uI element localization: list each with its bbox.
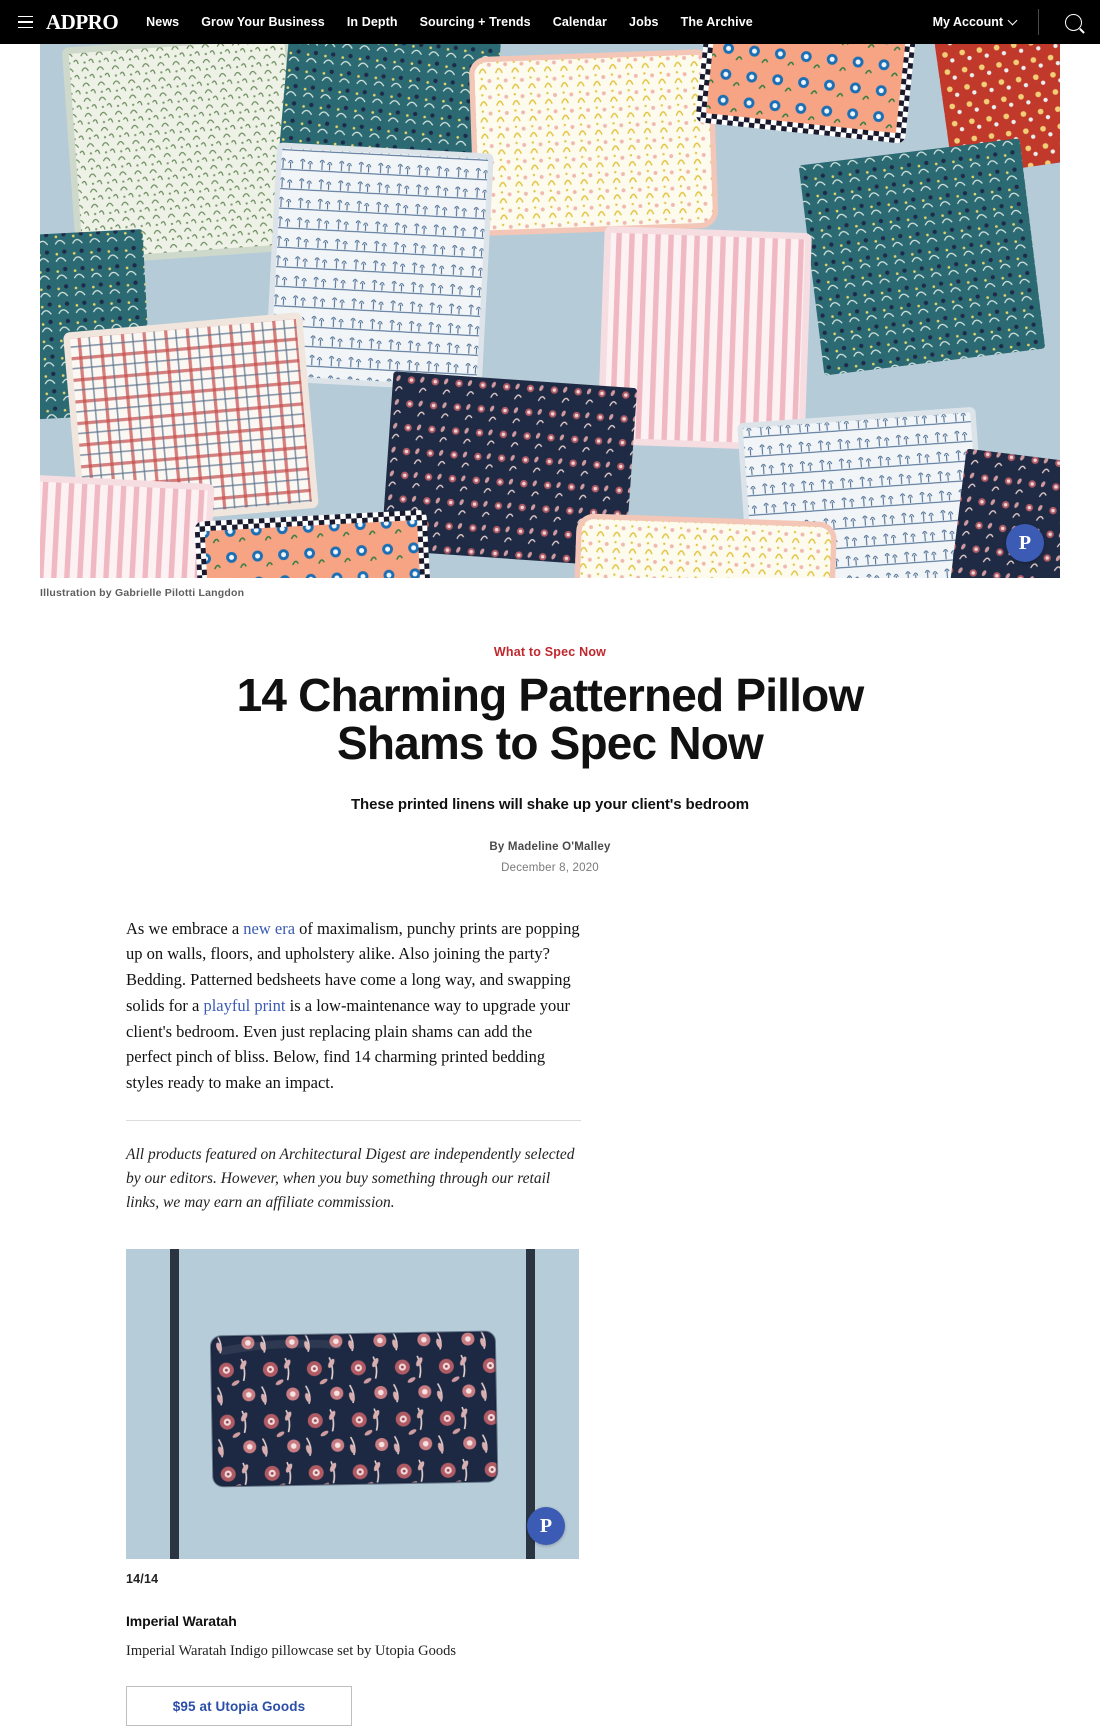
nav-item-news[interactable]: News [146,15,180,29]
chevron-down-icon [1008,15,1018,25]
primary-nav [146,15,753,29]
pinterest-save-button-product[interactable]: P [527,1507,565,1545]
nav-item-calendar[interactable]: Calendar [552,15,608,29]
affiliate-disclaimer: All products featured on Architectural Digest are independently selected by our editors. However, when you buy something through our retail links, we may earn an affiliate commission. [126,1145,575,1212]
lede-link-playful-print[interactable]: playful print [203,995,286,1015]
nav-item-in-depth[interactable]: In Depth [346,15,398,29]
brand-logo[interactable]: ADPRO [46,9,119,34]
hero-illustration [40,44,1060,578]
lede-part-2: of maximalism, punchy prints are popping up on walls, floors, and upholstery alike. Also joining the party? Bedding. Patterned bedsheets have come a long way, and swapping solids for a [126,918,580,1015]
lede-part-3: is a low-maintenance way to upgrade your client's bedroom. Even just replacing plain shams can add the perfect pinch of bliss. Below, find 14 charming printed bedding styles ready to make an impact. [126,995,571,1093]
article-body [126,916,581,1726]
page-title: 14 Charming Patterned Pillow Shams to Spec Now [236,669,864,769]
article-dek: These printed linens will shake up your client's bedroom [350,795,750,813]
image-credit: Illustration by Gabrielle Pilotti Langdon [40,587,245,599]
hero-image [40,44,1060,578]
article [0,599,1100,1726]
hamburger-icon[interactable] [12,9,38,35]
lede-link-new-era[interactable]: new era [243,918,296,938]
product-name: Imperial Waratah [126,1613,237,1630]
nav-item-jobs[interactable]: Jobs [629,15,659,29]
article-date: December 8, 2020 [501,861,599,874]
product-count: 14/14 [126,1572,159,1587]
product-illustration [126,1249,579,1559]
site-header [0,0,1100,44]
my-account-label: My Account [932,15,1003,29]
hero-section [0,44,1100,599]
product-image [126,1249,579,1559]
header-right [933,9,1082,35]
section-divider [126,1120,581,1121]
my-account-button[interactable] [933,15,1016,29]
article-rubric[interactable]: What to Spec Now [493,645,607,659]
article-lede [126,916,581,1096]
nav-item-the-archive[interactable]: The Archive [680,15,753,29]
search-icon[interactable] [1065,14,1082,31]
nav-item-grow-your-business[interactable]: Grow Your Business [201,15,325,29]
lede-part-1: As we embrace a [126,918,244,938]
pinterest-save-button[interactable]: P [1006,524,1044,562]
product-description: Imperial Waratah Indigo pillowcase set by Utopia Goods [126,1643,456,1660]
nav-item-sourcing-trends[interactable]: Sourcing + Trends [419,15,531,29]
header-divider [1038,9,1039,35]
product-card [126,1249,581,1726]
buy-button[interactable]: $95 at Utopia Goods [126,1686,352,1726]
article-byline: By Madeline O'Malley [489,840,611,853]
